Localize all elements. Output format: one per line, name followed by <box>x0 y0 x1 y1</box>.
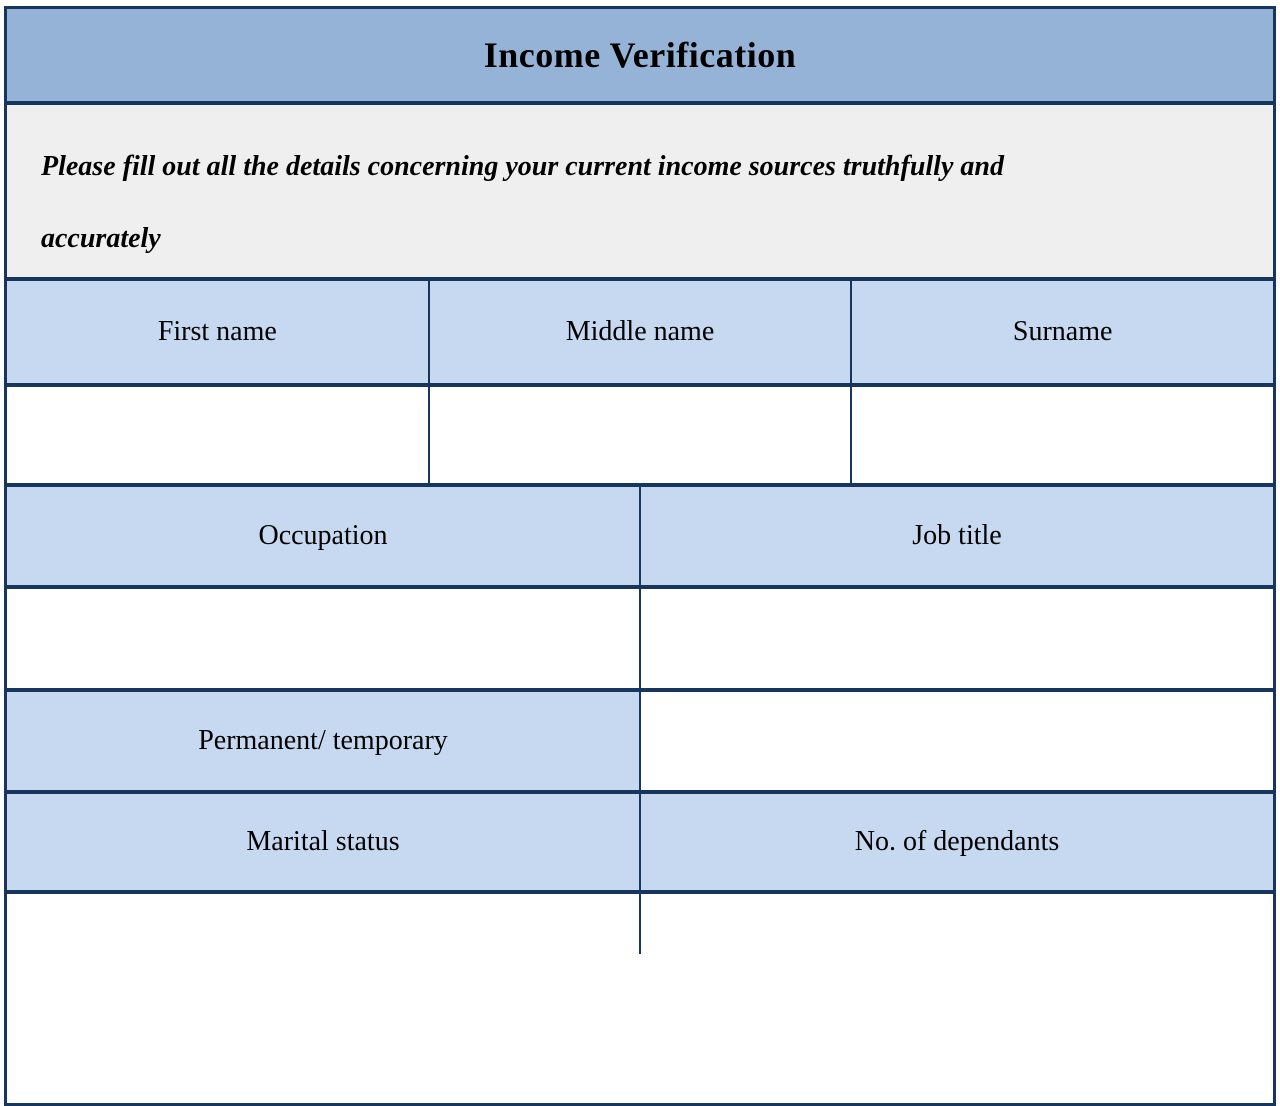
instruction-line-1: Please fill out all the details concerning your current income sources truthfully and <box>41 151 1004 182</box>
surname-label: Surname <box>850 281 1273 383</box>
form-header <box>7 9 1273 105</box>
dependants-label: No. of dependants <box>639 794 1273 890</box>
middle-name-input-cell[interactable] <box>428 387 851 483</box>
permanent-temporary-label: Permanent/ temporary <box>7 692 639 790</box>
occupation-labels-row <box>7 487 1273 589</box>
first-name-input-cell[interactable] <box>7 387 428 483</box>
job-title-input-cell[interactable] <box>639 589 1273 688</box>
middle-name-label: Middle name <box>428 281 851 383</box>
marital-dependants-labels-row <box>7 794 1273 894</box>
occupation-input-cell[interactable] <box>7 589 639 688</box>
permanent-temporary-input-cell[interactable] <box>639 692 1273 790</box>
form-title: Income Verification <box>483 35 797 75</box>
marital-status-input-cell[interactable] <box>7 894 639 954</box>
marital-status-label: Marital status <box>7 794 639 890</box>
name-labels-row <box>7 281 1273 387</box>
occupation-label: Occupation <box>7 487 639 585</box>
first-name-label: First name <box>7 281 428 383</box>
occupation-inputs-row <box>7 589 1273 692</box>
permanent-temporary-row <box>7 692 1273 794</box>
marital-dependants-inputs-row <box>7 894 1273 954</box>
surname-input-cell[interactable] <box>850 387 1273 483</box>
form-instruction <box>7 105 1273 281</box>
instruction-line-2: accurately <box>41 223 161 254</box>
income-verification-form <box>4 6 1276 1106</box>
job-title-label: Job title <box>639 487 1273 585</box>
dependants-input-cell[interactable] <box>639 894 1273 954</box>
name-inputs-row <box>7 387 1273 487</box>
